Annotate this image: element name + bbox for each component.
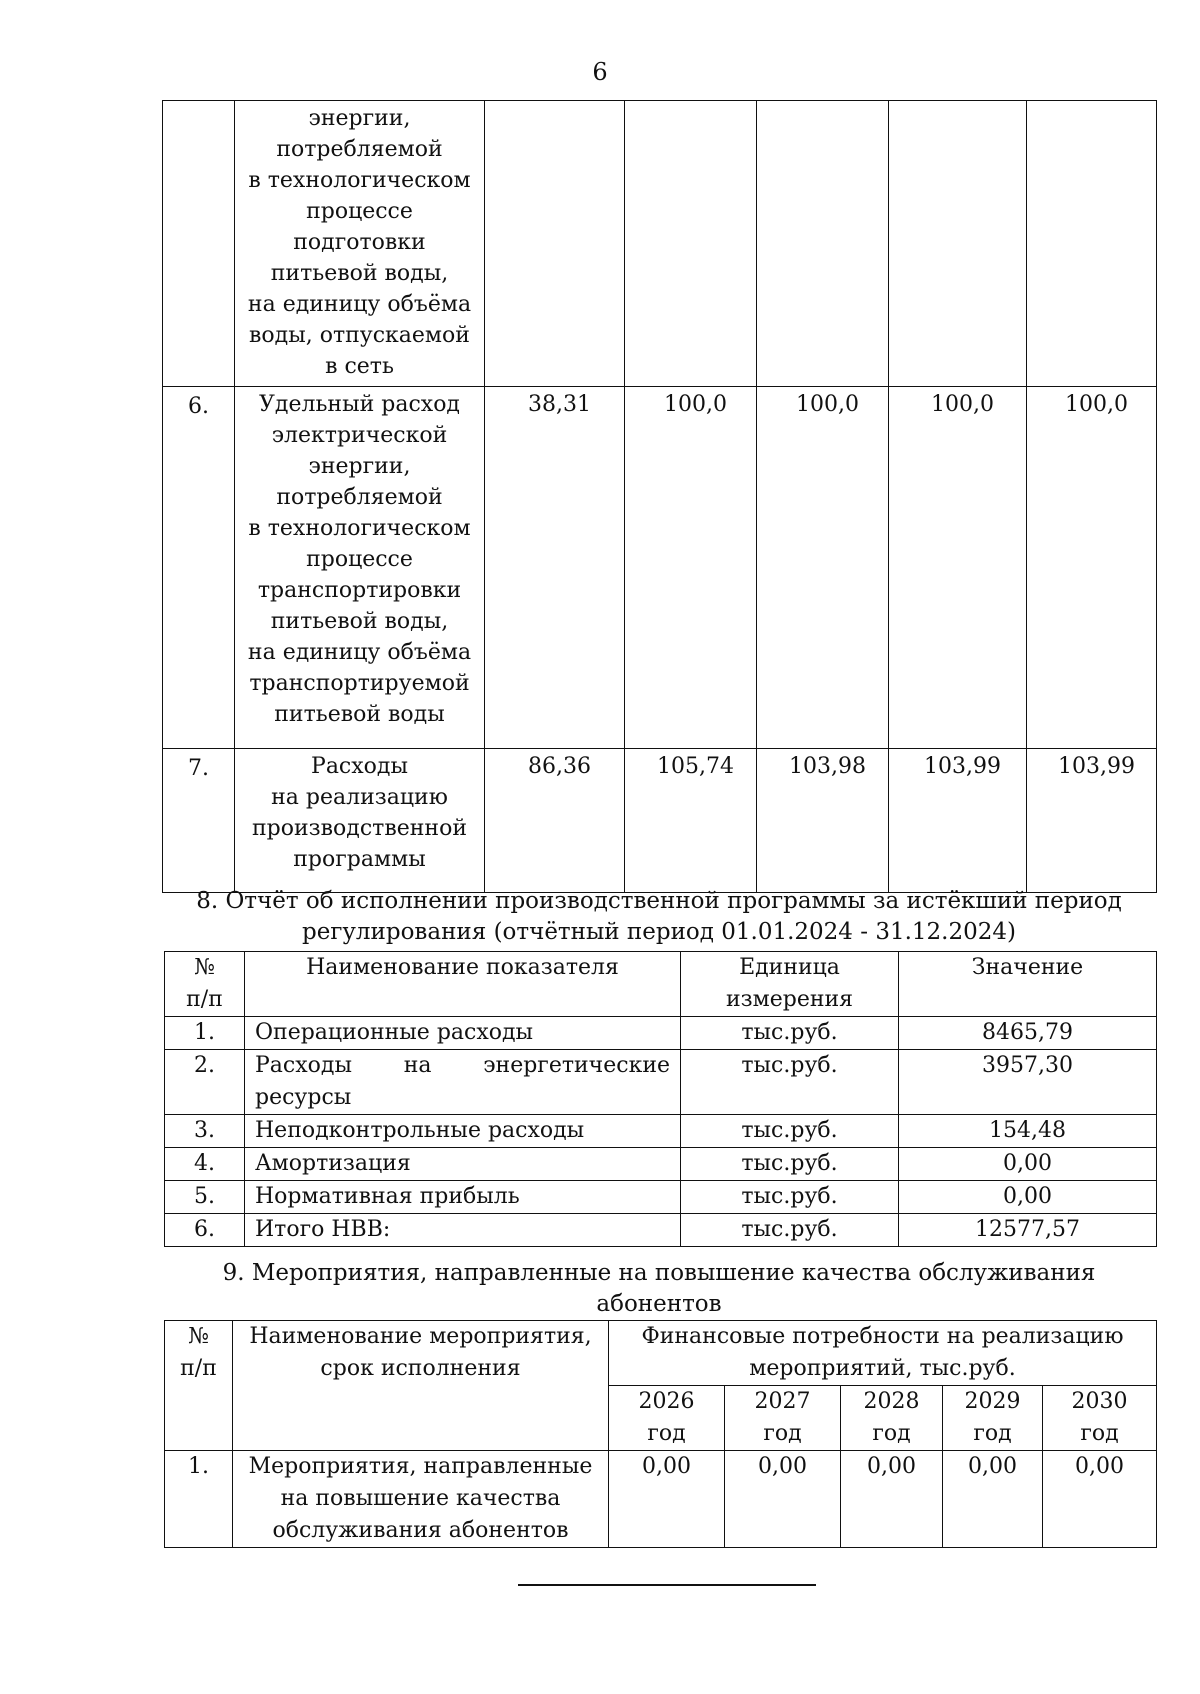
year-value: 2028 xyxy=(863,1389,920,1414)
header-name xyxy=(233,1321,609,1451)
row-number xyxy=(163,101,235,387)
value-cell: 0,00 xyxy=(1043,1451,1157,1548)
row-number: 7. xyxy=(163,749,235,893)
name-line: потребляемой xyxy=(276,485,443,510)
name-line: Мероприятия, направленные xyxy=(248,1454,593,1479)
value-cell: 100,0 xyxy=(889,387,1027,749)
value-cell: 0,00 xyxy=(943,1451,1043,1548)
indicators-table-continuation xyxy=(162,100,1157,893)
name-line: питьевой воды xyxy=(274,702,445,727)
name-line: на реализацию xyxy=(271,785,448,810)
value-cell xyxy=(889,101,1027,387)
name-line: Расходы xyxy=(311,754,408,779)
header-year xyxy=(725,1386,841,1451)
value-cell: 12577,57 xyxy=(899,1214,1157,1247)
unit-cell: тыс.руб. xyxy=(681,1115,899,1148)
header-line: измерения xyxy=(725,987,854,1012)
table-header-row xyxy=(165,952,1157,1017)
table-header-row xyxy=(165,1321,1157,1386)
name-line: энергии, xyxy=(308,454,411,479)
indicator-name: Амортизация xyxy=(245,1148,681,1181)
row-number: 2. xyxy=(165,1050,245,1115)
table-row xyxy=(165,1050,1157,1115)
value-cell: 0,00 xyxy=(899,1181,1157,1214)
name-line: ресурсы xyxy=(255,1085,352,1110)
indicator-name xyxy=(245,1050,681,1115)
value-cell: 103,99 xyxy=(889,749,1027,893)
header-year xyxy=(943,1386,1043,1451)
value-cell: 100,0 xyxy=(1027,387,1157,749)
year-value: 2027 xyxy=(754,1389,811,1414)
indicator-name: Итого НВВ: xyxy=(245,1214,681,1247)
header-line: Наименование показателя xyxy=(306,955,619,980)
section-8-caption xyxy=(162,886,1156,948)
caption-line: 8. Отчёт об исполнении производственной программы за истёкший период xyxy=(196,888,1122,914)
name-line: производственной xyxy=(252,816,467,841)
name-line: обслуживания абонентов xyxy=(272,1518,569,1543)
name-line: процессе xyxy=(306,199,413,224)
table-row xyxy=(165,1017,1157,1050)
name-line: питьевой воды, xyxy=(270,261,449,286)
year-value: 2030 xyxy=(1071,1389,1128,1414)
value-cell: 38,31 xyxy=(485,387,625,749)
year-suffix: год xyxy=(973,1421,1012,1446)
section-9-caption xyxy=(162,1258,1156,1320)
header-num xyxy=(165,952,245,1017)
name-line: на единицу объёма xyxy=(247,292,472,317)
report-table xyxy=(164,951,1157,1247)
header-unit xyxy=(681,952,899,1017)
header-year xyxy=(841,1386,943,1451)
measures-table xyxy=(164,1320,1157,1548)
caption-line: абонентов xyxy=(596,1291,722,1317)
table-row xyxy=(165,1214,1157,1247)
unit-cell: тыс.руб. xyxy=(681,1181,899,1214)
header-line: срок исполнения xyxy=(320,1356,521,1381)
header-line: п/п xyxy=(180,1356,217,1381)
value-cell: 105,74 xyxy=(625,749,757,893)
year-suffix: год xyxy=(763,1421,802,1446)
header-line: Значение xyxy=(971,955,1084,980)
indicator-name xyxy=(235,101,485,387)
header-line: Финансовые потребности на реализацию xyxy=(641,1324,1124,1349)
end-divider xyxy=(518,1584,816,1586)
year-value: 2029 xyxy=(964,1389,1021,1414)
row-number: 6. xyxy=(163,387,235,749)
table-row xyxy=(163,749,1157,893)
unit-cell: тыс.руб. xyxy=(681,1050,899,1115)
name-line: на единицу объёма xyxy=(247,640,472,665)
name-line: в технологическом xyxy=(248,168,471,193)
value-cell: 0,00 xyxy=(841,1451,943,1548)
value-cell xyxy=(1027,101,1157,387)
value-cell xyxy=(757,101,889,387)
name-line: в технологическом xyxy=(248,516,471,541)
value-cell: 100,0 xyxy=(757,387,889,749)
header-line: № xyxy=(188,1324,209,1349)
caption-line: 9. Мероприятия, направленные на повышение качества обслуживания xyxy=(222,1260,1096,1286)
name-line: электрической xyxy=(271,423,448,448)
indicator-name xyxy=(235,387,485,749)
row-number: 4. xyxy=(165,1148,245,1181)
table-row xyxy=(165,1148,1157,1181)
name-line: программы xyxy=(293,847,426,872)
header-year xyxy=(1043,1386,1157,1451)
table-row xyxy=(165,1115,1157,1148)
table-row xyxy=(165,1451,1157,1548)
name-line: питьевой воды, xyxy=(270,609,449,634)
header-num xyxy=(165,1321,233,1451)
unit-cell: тыс.руб. xyxy=(681,1017,899,1050)
row-number: 3. xyxy=(165,1115,245,1148)
value-cell: 100,0 xyxy=(625,387,757,749)
indicator-name: Неподконтрольные расходы xyxy=(245,1115,681,1148)
value-cell: 0,00 xyxy=(899,1148,1157,1181)
row-number: 6. xyxy=(165,1214,245,1247)
name-line: Расходы на энергетические xyxy=(255,1053,670,1078)
name-line: энергии, xyxy=(308,106,411,131)
name-line: потребляемой xyxy=(276,137,443,162)
year-suffix: год xyxy=(872,1421,911,1446)
row-number: 5. xyxy=(165,1181,245,1214)
year-value: 2026 xyxy=(638,1389,695,1414)
value-cell: 154,48 xyxy=(899,1115,1157,1148)
table-row xyxy=(163,101,1157,387)
value-cell: 0,00 xyxy=(725,1451,841,1548)
name-line: воды, отпускаемой xyxy=(249,323,470,348)
indicator-name: Нормативная прибыль xyxy=(245,1181,681,1214)
name-line: Удельный расход xyxy=(259,392,460,417)
year-suffix: год xyxy=(647,1421,686,1446)
value-cell: 8465,79 xyxy=(899,1017,1157,1050)
header-line: № xyxy=(194,955,215,980)
header-year xyxy=(609,1386,725,1451)
indicator-name: Операционные расходы xyxy=(245,1017,681,1050)
table-row xyxy=(165,1181,1157,1214)
name-line: процессе xyxy=(306,547,413,572)
page-number: 6 xyxy=(592,58,608,86)
name-line: подготовки xyxy=(293,230,426,255)
unit-cell: тыс.руб. xyxy=(681,1214,899,1247)
value-cell: 0,00 xyxy=(609,1451,725,1548)
indicator-name xyxy=(235,749,485,893)
value-cell: 3957,30 xyxy=(899,1050,1157,1115)
value-cell: 103,98 xyxy=(757,749,889,893)
header-name xyxy=(245,952,681,1017)
value-cell: 86,36 xyxy=(485,749,625,893)
value-cell xyxy=(625,101,757,387)
header-line: мероприятий, тыс.руб. xyxy=(749,1356,1016,1381)
row-number: 1. xyxy=(165,1451,233,1548)
unit-cell: тыс.руб. xyxy=(681,1148,899,1181)
row-number: 1. xyxy=(165,1017,245,1050)
table-row xyxy=(163,387,1157,749)
header-line: Единица xyxy=(739,955,840,980)
name-line: на повышение качества xyxy=(280,1486,561,1511)
header-line: Наименование мероприятия, xyxy=(249,1324,592,1349)
header-financial-needs xyxy=(609,1321,1157,1386)
header-line: п/п xyxy=(186,987,223,1012)
name-line: транспортировки xyxy=(257,578,462,603)
header-value xyxy=(899,952,1157,1017)
caption-line: регулирования (отчётный период 01.01.2024 - 31.12.2024) xyxy=(302,919,1016,945)
value-cell: 103,99 xyxy=(1027,749,1157,893)
value-cell xyxy=(485,101,625,387)
year-suffix: год xyxy=(1080,1421,1119,1446)
name-line: в сеть xyxy=(325,354,394,379)
measure-name xyxy=(233,1451,609,1548)
name-line: транспортируемой xyxy=(249,671,470,696)
